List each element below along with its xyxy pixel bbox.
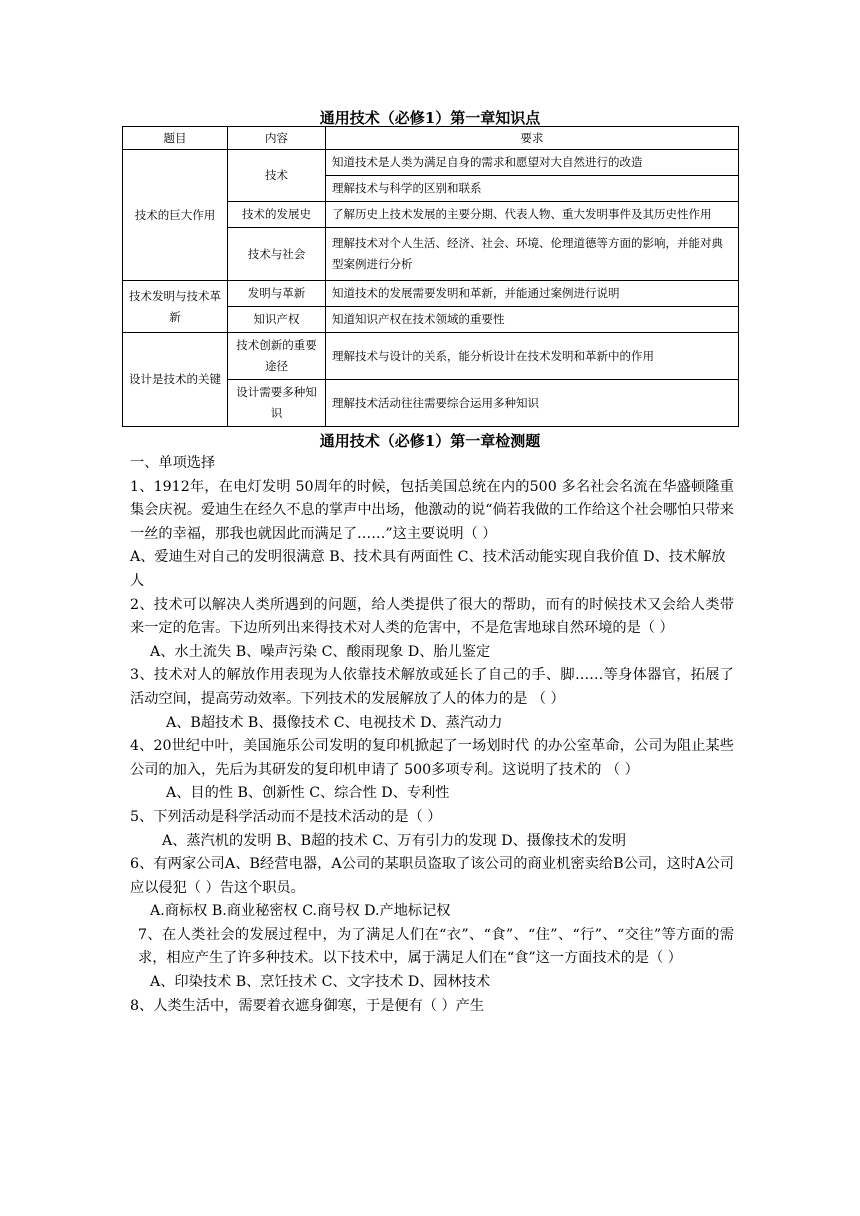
question-1-stem: 1、1912年，在电灯发明 50周年的时候，包括美国总统在内的500 多名社会名流在华盛顿隆重集会庆祝。爱迪生在经久不息的掌声中出场，他激动的说“倘若我做的工作给这个社会哪怕只带来一丝的幸福，那我也就因此而满足了……”这主要说明（ ） xyxy=(130,478,734,542)
requirement-cell: 知道知识产权在技术领域的重要性 xyxy=(326,307,739,333)
content-cell: 知识产权 xyxy=(228,307,326,333)
topic-cell: 技术发明与技术革新 xyxy=(123,281,228,333)
question-8-stem: 8、人类生活中，需要着衣遮身御寒，于是便有（ ）产生 xyxy=(130,997,485,1014)
requirement-cell: 理解技术与科学的区别和联系 xyxy=(326,176,739,202)
requirement-cell: 理解技术活动往往需要综合运用多种知识 xyxy=(326,380,739,427)
header-requirement: 要求 xyxy=(326,127,739,150)
table-header-row xyxy=(123,127,739,150)
question-2-stem: 2、技术可以解决人类所遇到的问题，给人类提供了很大的帮助，而有的时候技术又会给人类带来一定的危害。下边所列出来得技术对人类的危害中，不是危害地球自然环境的是（ ） xyxy=(130,596,734,637)
topic-cell: 技术的巨大作用 xyxy=(123,150,228,281)
question-1-options: A、爱迪生对自己的发明很满意 B、技术具有两面性 C、技术活动能实现自我价值 D、技术解放人 xyxy=(130,549,726,589)
knowledge-table xyxy=(122,126,739,427)
question-5-options: A、蒸汽机的发明 B、B超的技术 C、万有引力的发现 D、摄像技术的发明 xyxy=(162,832,627,849)
question-5-stem: 5、下列活动是科学活动而不是技术活动的是（ ） xyxy=(130,808,442,825)
question-3-stem: 3、技术对人的解放作用表现为人依靠技术解放或延长了自己的手、脚……等身体器官，拓展了活动空间，提高劳动效率。下列技术的发展解放了人的体力的是 （ ） xyxy=(130,667,734,707)
knowledge-title: 通用技术（必修1）第一章知识点 xyxy=(319,109,541,127)
section-heading: 一、单项选择 xyxy=(130,455,216,471)
content-cell: 技术创新的重要途径 xyxy=(228,333,326,380)
question-7-options: A、印染技术 B、烹饪技术 C、文字技术 D、园林技术 xyxy=(150,974,491,991)
question-6-stem: 6、有两家公司A、B经营电器，A公司的某职员盗取了该公司的商业机密卖给B公司，这时A公司应以侵犯（ ）告这个职员。 xyxy=(130,856,734,896)
requirement-cell: 知道技术的发展需要发明和革新，并能通过案例进行说明 xyxy=(326,281,739,307)
table-row xyxy=(123,150,739,176)
content-cell: 技术与社会 xyxy=(228,228,326,281)
question-list xyxy=(130,452,734,1018)
content-cell: 发明与革新 xyxy=(228,281,326,307)
question-4-options: A、目的性 B、创新性 C、综合性 D、专利性 xyxy=(166,785,450,802)
topic-cell: 设计是技术的关键 xyxy=(123,333,228,427)
content-cell: 技术的发展史 xyxy=(228,202,326,228)
question-6-options: A.商标权 B.商业秘密权 C.商号权 D.产地标记权 xyxy=(150,903,451,920)
question-4-stem: 4、20世纪中叶，美国施乐公司发明的复印机掀起了一场划时代 的办公室革命，公司为阻止某些公司的加入，先后为其研发的复印机申请了 500多项专利。这说明了技术的 （ ） xyxy=(130,738,734,778)
requirement-cell: 知道技术是人类为满足自身的需求和愿望对大自然进行的改造 xyxy=(326,150,739,176)
requirement-cell: 理解技术对个人生活、经济、社会、环境、伦理道德等方面的影响，并能对典型案例进行分析 xyxy=(326,228,739,281)
requirement-cell: 了解历史上技术发展的主要分期、代表人物、重大发明事件及其历史性作用 xyxy=(326,202,739,228)
test-title: 通用技术（必修1）第一章检测题 xyxy=(319,432,541,450)
question-3-options: A、B超技术 B、摄像技术 C、电视技术 D、蒸汽动力 xyxy=(166,714,503,731)
question-7-stem: 7、在人类社会的发展过程中，为了满足人们在“衣”、“食”、“住”、“行”、“交往”等方面的需求，相应产生了许多种技术。以下技术中，属于满足人们在“食”这一方面技术的是（ ） xyxy=(138,926,734,967)
table-row xyxy=(123,281,739,307)
header-topic: 题目 xyxy=(123,127,228,150)
question-2-options: A、水土流失 B、噪声污染 C、酸雨现象 D、胎儿鉴定 xyxy=(150,643,491,660)
header-content: 内容 xyxy=(228,127,326,150)
table-row xyxy=(123,333,739,380)
content-cell: 设计需要多种知识 xyxy=(228,380,326,427)
content-cell: 技术 xyxy=(228,150,326,202)
requirement-cell: 理解技术与设计的关系，能分析设计在技术发明和革新中的作用 xyxy=(326,333,739,380)
